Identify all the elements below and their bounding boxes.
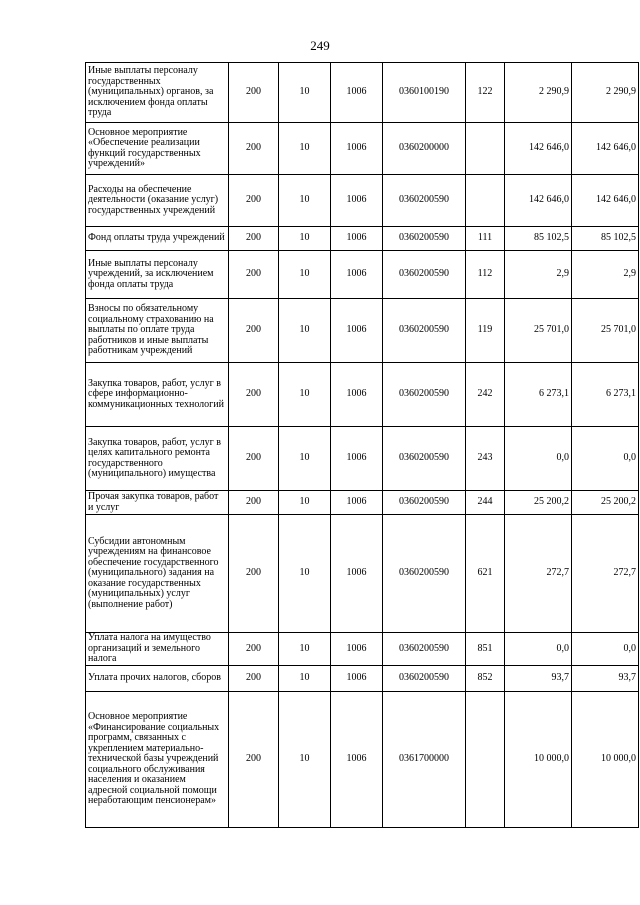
table-row [86,692,639,828]
ministry-code: 200 [229,515,279,633]
section-code: 10 [279,692,331,828]
budget-table [85,62,639,828]
table-row [86,515,639,633]
expense-type: 243 [466,427,505,491]
amount-1: 2,9 [505,251,572,299]
row-name: Фонд оплаты труда учреждений [86,227,229,251]
expense-type: 122 [466,63,505,123]
expense-type: 111 [466,227,505,251]
section-code: 10 [279,363,331,427]
amount-2: 142 646,0 [572,123,639,175]
row-name: Основное мероприятие «Обеспечение реализации функций государственных учреждений» [86,123,229,175]
amount-1: 10 000,0 [505,692,572,828]
ministry-code: 200 [229,491,279,515]
target-article: 0360200590 [383,175,466,227]
ministry-code: 200 [229,299,279,363]
row-name: Уплата прочих налогов, сборов [86,666,229,692]
table-row [86,251,639,299]
section-code: 10 [279,299,331,363]
target-article: 0360200590 [383,227,466,251]
amount-2: 6 273,1 [572,363,639,427]
amount-2: 2 290,9 [572,63,639,123]
row-name: Иные выплаты персоналу государственных (муниципальных) органов, за исключением фонда оплаты труда [86,63,229,123]
subsection-code: 1006 [331,227,383,251]
section-code: 10 [279,227,331,251]
amount-1: 93,7 [505,666,572,692]
table-row [86,666,639,692]
subsection-code: 1006 [331,175,383,227]
table-row [86,175,639,227]
target-article: 0360200590 [383,251,466,299]
table-row [86,491,639,515]
row-name: Уплата налога на имущество организаций и земельного налога [86,633,229,666]
row-name: Взносы по обязательному социальному страхованию на выплаты по оплате труда работников и иные выплаты работникам учреждений [86,299,229,363]
amount-2: 142 646,0 [572,175,639,227]
subsection-code: 1006 [331,363,383,427]
table-row [86,427,639,491]
ministry-code: 200 [229,692,279,828]
ministry-code: 200 [229,251,279,299]
table-row [86,363,639,427]
section-code: 10 [279,123,331,175]
section-code: 10 [279,666,331,692]
amount-2: 25 701,0 [572,299,639,363]
expense-type: 112 [466,251,505,299]
subsection-code: 1006 [331,692,383,828]
subsection-code: 1006 [331,427,383,491]
section-code: 10 [279,491,331,515]
section-code: 10 [279,251,331,299]
expense-type [466,692,505,828]
subsection-code: 1006 [331,515,383,633]
amount-2: 93,7 [572,666,639,692]
subsection-code: 1006 [331,63,383,123]
row-name: Основное мероприятие «Финансирование социальных программ, связанных с укреплением материально-технической базы учреждений социального обслуживания населения и оказанием адресной социальной помощи неработающим пенсионерам» [86,692,229,828]
table-row [86,633,639,666]
amount-2: 10 000,0 [572,692,639,828]
target-article: 0360200590 [383,491,466,515]
target-article: 0360200000 [383,123,466,175]
amount-1: 272,7 [505,515,572,633]
ministry-code: 200 [229,633,279,666]
row-name: Закупка товаров, работ, услуг в целях капитального ремонта государственного (муниципального) имущества [86,427,229,491]
row-name: Иные выплаты персоналу учреждений, за исключением фонда оплаты труда [86,251,229,299]
row-name: Субсидии автономным учреждениям на финансовое обеспечение государственного (муниципального) задания на оказание государственных (муниципальных) услуг (выполнение работ) [86,515,229,633]
table-row [86,63,639,123]
section-code: 10 [279,633,331,666]
section-code: 10 [279,63,331,123]
section-code: 10 [279,427,331,491]
expense-type: 852 [466,666,505,692]
subsection-code: 1006 [331,666,383,692]
amount-1: 0,0 [505,427,572,491]
subsection-code: 1006 [331,123,383,175]
target-article: 0360200590 [383,299,466,363]
target-article: 0360100190 [383,63,466,123]
amount-1: 142 646,0 [505,175,572,227]
table-row [86,123,639,175]
expense-type: 242 [466,363,505,427]
amount-2: 0,0 [572,427,639,491]
expense-type [466,175,505,227]
subsection-code: 1006 [331,491,383,515]
target-article: 0360200590 [383,363,466,427]
amount-2: 272,7 [572,515,639,633]
expense-type [466,123,505,175]
ministry-code: 200 [229,175,279,227]
target-article: 0361700000 [383,692,466,828]
expense-type: 119 [466,299,505,363]
amount-1: 25 701,0 [505,299,572,363]
ministry-code: 200 [229,666,279,692]
target-article: 0360200590 [383,633,466,666]
amount-1: 142 646,0 [505,123,572,175]
expense-type: 621 [466,515,505,633]
ministry-code: 200 [229,363,279,427]
expense-type: 851 [466,633,505,666]
amount-1: 25 200,2 [505,491,572,515]
amount-1: 2 290,9 [505,63,572,123]
ministry-code: 200 [229,427,279,491]
ministry-code: 200 [229,123,279,175]
amount-2: 2,9 [572,251,639,299]
expense-type: 244 [466,491,505,515]
amount-1: 0,0 [505,633,572,666]
amount-2: 0,0 [572,633,639,666]
target-article: 0360200590 [383,427,466,491]
subsection-code: 1006 [331,633,383,666]
row-name: Закупка товаров, работ, услуг в сфере информационно-коммуникационных технологий [86,363,229,427]
subsection-code: 1006 [331,299,383,363]
amount-1: 6 273,1 [505,363,572,427]
target-article: 0360200590 [383,666,466,692]
section-code: 10 [279,515,331,633]
amount-2: 25 200,2 [572,491,639,515]
page-number: 249 [310,38,330,53]
ministry-code: 200 [229,63,279,123]
row-name: Прочая закупка товаров, работ и услуг [86,491,229,515]
row-name: Расходы на обеспечение деятельности (оказание услуг) государственных учреждений [86,175,229,227]
target-article: 0360200590 [383,515,466,633]
table-row [86,227,639,251]
subsection-code: 1006 [331,251,383,299]
amount-1: 85 102,5 [505,227,572,251]
amount-2: 85 102,5 [572,227,639,251]
table-row [86,299,639,363]
ministry-code: 200 [229,227,279,251]
section-code: 10 [279,175,331,227]
